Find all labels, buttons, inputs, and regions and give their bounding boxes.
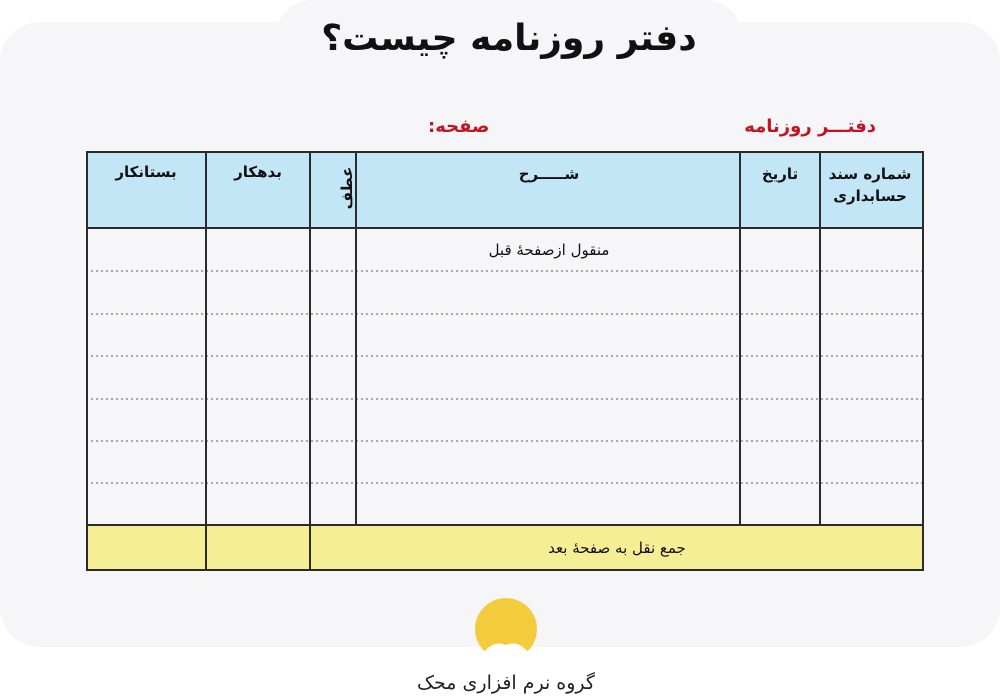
column-header-reference: عطف — [338, 166, 356, 210]
title-banner — [276, 0, 742, 76]
column-header-description: شـــــرح — [518, 165, 580, 183]
page-title: دفتر روزنامه چیست؟ — [321, 17, 697, 59]
dotted-ruling — [86, 271, 924, 483]
column-header-doc-number: شماره سند حسابداری — [828, 165, 912, 205]
column-header-debit: بدهکار — [234, 163, 282, 181]
page-number-label: صفحه: — [428, 116, 490, 137]
journal-grid — [86, 151, 924, 571]
column-header-date: تاریخ — [761, 165, 799, 183]
journal-name-label: دفتـــر روزنامه — [744, 116, 876, 137]
journal-form — [86, 151, 924, 571]
brand-logo-icon — [468, 596, 544, 666]
column-header-credit: بستانکار — [115, 163, 177, 181]
carry-to-next-label: جمع نقل به صفحهٔ بعد — [548, 539, 686, 557]
footer-brand-text: گروه نرم افزاری محک — [417, 672, 595, 694]
carried-forward-label: منقول ازصفحهٔ قبل — [488, 241, 610, 259]
